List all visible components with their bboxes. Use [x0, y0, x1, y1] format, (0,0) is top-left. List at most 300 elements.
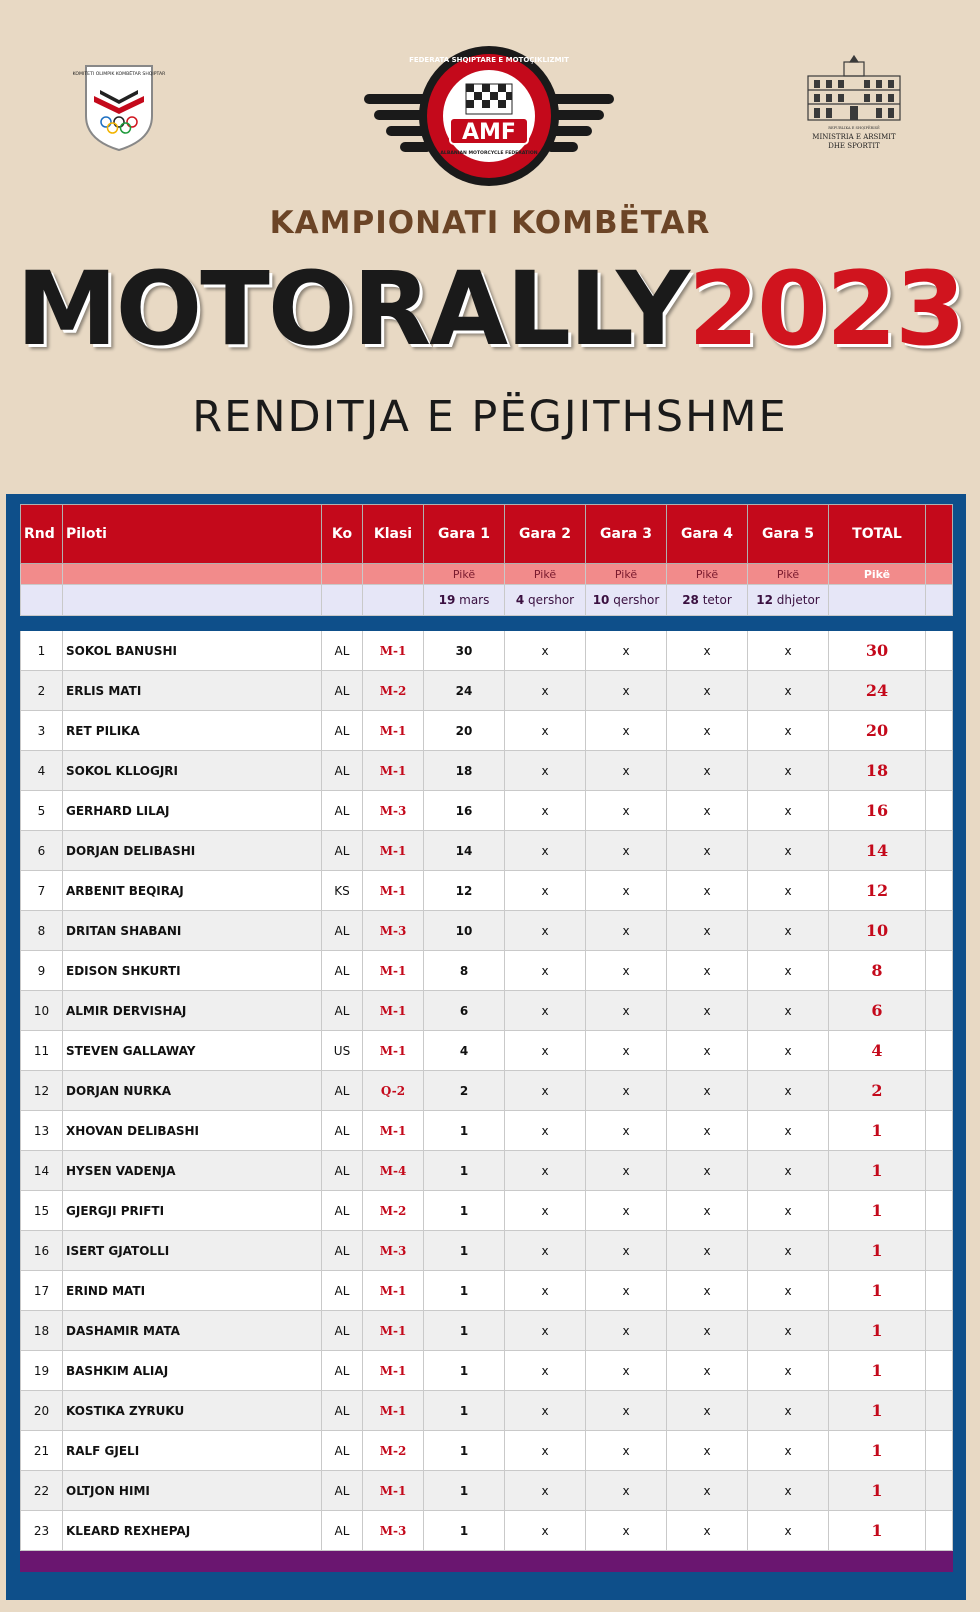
rank-cell: 5 [21, 791, 63, 831]
race-3-points: x [586, 631, 667, 671]
total-points: 24 [829, 671, 926, 711]
class-cell: M-2 [363, 1191, 424, 1231]
pilot-name: ERIND MATI [63, 1271, 322, 1311]
race-4-points: x [667, 1431, 748, 1471]
race-3-points: x [586, 911, 667, 951]
race-2-points: x [505, 1311, 586, 1351]
total-points: 1 [829, 1271, 926, 1311]
race-5-points: x [748, 1391, 829, 1431]
table-row [21, 1391, 953, 1431]
class-cell: M-1 [363, 1271, 424, 1311]
class-cell: M-3 [363, 1231, 424, 1271]
race-1-points: 1 [424, 1471, 505, 1511]
table-row [21, 1231, 953, 1271]
race-1-points: 1 [424, 1111, 505, 1151]
points-label: Pikë [748, 564, 829, 585]
pilot-name: ARBENIT BEQIRAJ [63, 871, 322, 911]
country-code: AL [322, 1471, 363, 1511]
class-cell: Q-2 [363, 1071, 424, 1111]
total-points: 30 [829, 631, 926, 671]
total-points: 1 [829, 1231, 926, 1271]
race-1-points: 6 [424, 991, 505, 1031]
class-cell: M-1 [363, 751, 424, 791]
race-2-points: x [505, 751, 586, 791]
country-code: AL [322, 831, 363, 871]
pilot-name: GERHARD LILAJ [63, 791, 322, 831]
row-spacer [926, 1351, 953, 1391]
pilot-name: KLEARD REXHEPAJ [63, 1511, 322, 1551]
race-3-points: x [586, 671, 667, 711]
race-2-points: x [505, 1151, 586, 1191]
race-5-points: x [748, 1031, 829, 1071]
race-5-points: x [748, 911, 829, 951]
rank-cell: 6 [21, 831, 63, 871]
race-3-points: x [586, 711, 667, 751]
race-1-points: 20 [424, 711, 505, 751]
rank-cell: 1 [21, 631, 63, 671]
table-row [21, 1071, 953, 1111]
race-dates-row [21, 585, 953, 616]
pilot-name: STEVEN GALLAWAY [63, 1031, 322, 1071]
pilot-name: RALF GJELI [63, 1431, 322, 1471]
country-code: US [322, 1031, 363, 1071]
race-4-points: x [667, 1511, 748, 1551]
country-code: AL [322, 1391, 363, 1431]
race-5-points: x [748, 1151, 829, 1191]
race-3-points: x [586, 1231, 667, 1271]
race-3-points: x [586, 871, 667, 911]
pilot-name: EDISON SHKURTI [63, 951, 322, 991]
pilot-name: DRITAN SHABANI [63, 911, 322, 951]
race-2-points: x [505, 1511, 586, 1551]
total-points: 10 [829, 911, 926, 951]
race-1-points: 1 [424, 1311, 505, 1351]
race-date-2: 4 qershor [505, 585, 586, 616]
rank-cell: 10 [21, 991, 63, 1031]
race-3-points: x [586, 991, 667, 1031]
race-3-points: x [586, 1511, 667, 1551]
rank-cell: 4 [21, 751, 63, 791]
amf-federation-logo [364, 42, 614, 192]
race-2-points: x [505, 711, 586, 751]
race-3-points: x [586, 1391, 667, 1431]
total-points: 16 [829, 791, 926, 831]
race-5-points: x [748, 791, 829, 831]
footer-row [21, 1551, 953, 1572]
race-5-points: x [748, 1471, 829, 1511]
table-row [21, 1471, 953, 1511]
pilot-name: OLTJON HIMI [63, 1471, 322, 1511]
total-points: 12 [829, 871, 926, 911]
race-3-points: x [586, 831, 667, 871]
ministry-name-line2: DHE SPORTIT [828, 142, 880, 150]
race-1-points: 1 [424, 1391, 505, 1431]
pilot-name: DORJAN DELIBASHI [63, 831, 322, 871]
race-2-points: x [505, 1351, 586, 1391]
class-cell: M-4 [363, 1151, 424, 1191]
class-cell: M-3 [363, 791, 424, 831]
total-points: 1 [829, 1511, 926, 1551]
total-points: 8 [829, 951, 926, 991]
race-date-5: 12 dhjetor [748, 585, 829, 616]
checkered-flag-icon [466, 84, 512, 114]
rank-cell: 19 [21, 1351, 63, 1391]
col-gara-1: Gara 1 [424, 505, 505, 564]
total-points: 1 [829, 1351, 926, 1391]
row-spacer [926, 1431, 953, 1471]
total-points: 4 [829, 1031, 926, 1071]
pilot-name: SOKOL BANUSHI [63, 631, 322, 671]
race-2-points: x [505, 1431, 586, 1471]
race-3-points: x [586, 1111, 667, 1151]
class-cell: M-1 [363, 991, 424, 1031]
race-4-points: x [667, 871, 748, 911]
race-date-1: 19 mars [424, 585, 505, 616]
rank-cell: 22 [21, 1471, 63, 1511]
title-main: MOTORALLY [16, 250, 689, 369]
table-row [21, 1031, 953, 1071]
race-2-points: x [505, 991, 586, 1031]
race-3-points: x [586, 791, 667, 831]
race-2-points: x [505, 831, 586, 871]
total-points: 1 [829, 1191, 926, 1231]
race-3-points: x [586, 1351, 667, 1391]
amf-lower-text: ALBANIAN MOTORCYCLE FEDERATION [440, 151, 538, 156]
total-points: 14 [829, 831, 926, 871]
class-cell: M-1 [363, 951, 424, 991]
race-2-points: x [505, 791, 586, 831]
table-row [21, 991, 953, 1031]
race-4-points: x [667, 631, 748, 671]
pilot-name: SOKOL KLLOGJRI [63, 751, 322, 791]
class-cell: M-1 [363, 1311, 424, 1351]
race-2-points: x [505, 951, 586, 991]
rank-cell: 21 [21, 1431, 63, 1471]
rank-cell: 17 [21, 1271, 63, 1311]
country-code: AL [322, 1271, 363, 1311]
standings-body [21, 631, 953, 1551]
race-4-points: x [667, 1391, 748, 1431]
rank-cell: 14 [21, 1151, 63, 1191]
race-4-points: x [667, 1151, 748, 1191]
pilot-name: KOSTIKA ZYRUKU [63, 1391, 322, 1431]
rank-cell: 23 [21, 1511, 63, 1551]
race-3-points: x [586, 1431, 667, 1471]
table-row [21, 1351, 953, 1391]
pilot-name: RET PILIKA [63, 711, 322, 751]
row-spacer [926, 1271, 953, 1311]
row-spacer [926, 791, 953, 831]
country-code: AL [322, 1111, 363, 1151]
country-code: AL [322, 1191, 363, 1231]
table-row [21, 1111, 953, 1151]
table-row [21, 911, 953, 951]
row-spacer [926, 751, 953, 791]
race-4-points: x [667, 911, 748, 951]
race-1-points: 1 [424, 1271, 505, 1311]
race-5-points: x [748, 1231, 829, 1271]
table-row [21, 631, 953, 671]
race-2-points: x [505, 1071, 586, 1111]
race-1-points: 24 [424, 671, 505, 711]
col-total: TOTAL [829, 505, 926, 564]
table-row [21, 1431, 953, 1471]
table-row [21, 711, 953, 751]
race-1-points: 16 [424, 791, 505, 831]
pilot-name: GJERGJI PRIFTI [63, 1191, 322, 1231]
table-row [21, 671, 953, 711]
table-row [21, 1191, 953, 1231]
rank-cell: 3 [21, 711, 63, 751]
standings-table [20, 504, 953, 1572]
race-2-points: x [505, 671, 586, 711]
country-code: AL [322, 951, 363, 991]
col-gara-5: Gara 5 [748, 505, 829, 564]
race-3-points: x [586, 1471, 667, 1511]
race-1-points: 1 [424, 1511, 505, 1551]
page-title [0, 250, 980, 370]
points-label-row [21, 564, 953, 585]
race-3-points: x [586, 1031, 667, 1071]
row-spacer [926, 1471, 953, 1511]
col-spacer [926, 505, 953, 564]
class-cell: M-1 [363, 1031, 424, 1071]
total-points: 1 [829, 1111, 926, 1151]
rank-cell: 16 [21, 1231, 63, 1271]
race-1-points: 1 [424, 1191, 505, 1231]
row-spacer [926, 951, 953, 991]
total-points: 20 [829, 711, 926, 751]
race-2-points: x [505, 1031, 586, 1071]
race-4-points: x [667, 791, 748, 831]
race-3-points: x [586, 751, 667, 791]
race-2-points: x [505, 911, 586, 951]
class-cell: M-2 [363, 1431, 424, 1471]
pilot-name: XHOVAN DELIBASHI [63, 1111, 322, 1151]
row-spacer [926, 1071, 953, 1111]
race-date-4: 28 tetor [667, 585, 748, 616]
ministry-small-text: REPUBLIKA E SHQIPËRISË [828, 126, 880, 130]
row-spacer [926, 1311, 953, 1351]
rank-cell: 18 [21, 1311, 63, 1351]
col-rnd: Rnd [21, 505, 63, 564]
col-piloti: Piloti [63, 505, 322, 564]
race-4-points: x [667, 831, 748, 871]
class-cell: M-3 [363, 911, 424, 951]
total-points: 6 [829, 991, 926, 1031]
race-1-points: 12 [424, 871, 505, 911]
race-5-points: x [748, 1431, 829, 1471]
total-points: 18 [829, 751, 926, 791]
race-1-points: 10 [424, 911, 505, 951]
country-code: KS [322, 871, 363, 911]
country-code: AL [322, 1071, 363, 1111]
column-header-row [21, 505, 953, 564]
race-2-points: x [505, 1231, 586, 1271]
race-5-points: x [748, 1111, 829, 1151]
row-spacer [926, 991, 953, 1031]
country-code: AL [322, 1151, 363, 1191]
race-1-points: 1 [424, 1351, 505, 1391]
race-4-points: x [667, 1231, 748, 1271]
race-5-points: x [748, 871, 829, 911]
race-4-points: x [667, 1271, 748, 1311]
row-spacer [926, 711, 953, 751]
race-3-points: x [586, 1071, 667, 1111]
country-code: AL [322, 631, 363, 671]
race-1-points: 4 [424, 1031, 505, 1071]
race-1-points: 30 [424, 631, 505, 671]
country-code: AL [322, 1231, 363, 1271]
class-cell: M-1 [363, 1111, 424, 1151]
row-spacer [926, 1191, 953, 1231]
country-code: AL [322, 791, 363, 831]
row-spacer [926, 1511, 953, 1551]
points-label: Pikë [667, 564, 748, 585]
rank-cell: 2 [21, 671, 63, 711]
race-2-points: x [505, 871, 586, 911]
rank-cell: 13 [21, 1111, 63, 1151]
race-1-points: 18 [424, 751, 505, 791]
total-points: 1 [829, 1471, 926, 1511]
row-spacer [926, 871, 953, 911]
race-5-points: x [748, 631, 829, 671]
race-5-points: x [748, 711, 829, 751]
race-5-points: x [748, 1311, 829, 1351]
rank-cell: 11 [21, 1031, 63, 1071]
race-3-points: x [586, 951, 667, 991]
table-row [21, 1311, 953, 1351]
points-label-total: Pikë [829, 564, 926, 585]
country-code: AL [322, 751, 363, 791]
race-5-points: x [748, 831, 829, 871]
race-3-points: x [586, 1191, 667, 1231]
race-5-points: x [748, 1351, 829, 1391]
table-row [21, 1271, 953, 1311]
pilot-name: BASHKIM ALIAJ [63, 1351, 322, 1391]
row-spacer [926, 671, 953, 711]
col-gara-3: Gara 3 [586, 505, 667, 564]
col-gara-2: Gara 2 [505, 505, 586, 564]
country-code: AL [322, 1511, 363, 1551]
row-spacer [926, 1391, 953, 1431]
country-code: AL [322, 711, 363, 751]
race-5-points: x [748, 1271, 829, 1311]
race-1-points: 1 [424, 1231, 505, 1271]
row-spacer [926, 631, 953, 671]
race-4-points: x [667, 991, 748, 1031]
race-1-points: 1 [424, 1431, 505, 1471]
table-row [21, 791, 953, 831]
race-1-points: 8 [424, 951, 505, 991]
table-row [21, 751, 953, 791]
table-row [21, 871, 953, 911]
rank-cell: 20 [21, 1391, 63, 1431]
race-4-points: x [667, 1031, 748, 1071]
pilot-name: ALMIR DERVISHAJ [63, 991, 322, 1031]
country-code: AL [322, 1431, 363, 1471]
rank-cell: 8 [21, 911, 63, 951]
race-5-points: x [748, 991, 829, 1031]
page-header [0, 0, 980, 480]
col-gara-4: Gara 4 [667, 505, 748, 564]
row-spacer [926, 1151, 953, 1191]
class-cell: M-1 [363, 1391, 424, 1431]
table-row [21, 1151, 953, 1191]
class-cell: M-1 [363, 711, 424, 751]
ministry-name-line1: MINISTRIA E ARSIMIT [812, 133, 896, 141]
ministry-logo [800, 52, 908, 154]
rank-cell: 9 [21, 951, 63, 991]
race-2-points: x [505, 1471, 586, 1511]
rank-cell: 15 [21, 1191, 63, 1231]
race-4-points: x [667, 1351, 748, 1391]
separator-row [21, 616, 953, 631]
points-label: Pikë [505, 564, 586, 585]
race-5-points: x [748, 951, 829, 991]
pilot-name: HYSEN VADENJA [63, 1151, 322, 1191]
race-2-points: x [505, 1191, 586, 1231]
race-1-points: 14 [424, 831, 505, 871]
race-1-points: 2 [424, 1071, 505, 1111]
points-label: Pikë [424, 564, 505, 585]
points-label: Pikë [586, 564, 667, 585]
pilot-name: DASHAMIR MATA [63, 1311, 322, 1351]
olympic-committee-logo [72, 62, 166, 152]
race-5-points: x [748, 1191, 829, 1231]
country-code: AL [322, 1351, 363, 1391]
total-points: 1 [829, 1391, 926, 1431]
class-cell: M-1 [363, 631, 424, 671]
race-4-points: x [667, 751, 748, 791]
race-1-points: 1 [424, 1151, 505, 1191]
standings-heading: RENDITJA E PËGJITHSHME [192, 392, 788, 442]
race-3-points: x [586, 1311, 667, 1351]
race-4-points: x [667, 951, 748, 991]
race-date-3: 10 qershor [586, 585, 667, 616]
class-cell: M-1 [363, 1471, 424, 1511]
total-points: 1 [829, 1311, 926, 1351]
amf-abbreviation: AMF [462, 120, 516, 145]
class-cell: M-3 [363, 1511, 424, 1551]
race-2-points: x [505, 1391, 586, 1431]
amf-ring-text: FEDERATA SHQIPTARE E MOTOÇIKLIZMIT [409, 56, 569, 64]
pilot-name: ISERT GJATOLLI [63, 1231, 322, 1271]
race-4-points: x [667, 1071, 748, 1111]
row-spacer [926, 1031, 953, 1071]
class-cell: M-1 [363, 1351, 424, 1391]
table-row [21, 951, 953, 991]
country-code: AL [322, 671, 363, 711]
pilot-name: DORJAN NURKA [63, 1071, 322, 1111]
race-5-points: x [748, 1511, 829, 1551]
class-cell: M-1 [363, 831, 424, 871]
row-spacer [926, 831, 953, 871]
race-4-points: x [667, 1111, 748, 1151]
race-2-points: x [505, 1271, 586, 1311]
race-4-points: x [667, 711, 748, 751]
standings-table-frame [6, 494, 966, 1600]
pilot-name: ERLIS MATI [63, 671, 322, 711]
total-points: 1 [829, 1151, 926, 1191]
race-2-points: x [505, 631, 586, 671]
row-spacer [926, 1111, 953, 1151]
race-4-points: x [667, 1311, 748, 1351]
total-points: 2 [829, 1071, 926, 1111]
col-klasi: Klasi [363, 505, 424, 564]
class-cell: M-1 [363, 871, 424, 911]
class-cell: M-2 [363, 671, 424, 711]
